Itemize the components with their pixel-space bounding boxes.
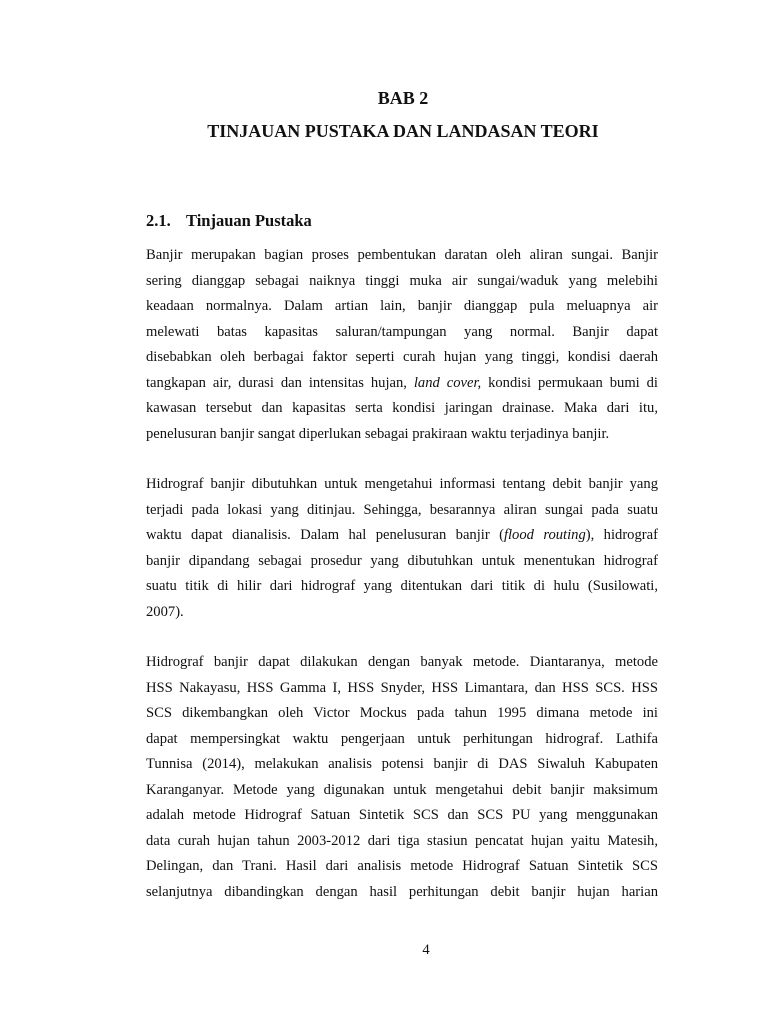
section-title: Tinjauan Pustaka [186,211,312,230]
text-line: Delingan, dan Trani. Hasil dari analisis metode Hidrograf Satuan Sintetik SCS [146,858,658,874]
text-line: data curah hujan tahun 2003-2012 dari tiga stasiun pencatat hujan yaitu Matesih, [146,832,658,849]
text-line: SCS dikembangkan oleh Victor Mockus pada tahun 1995 dimana metode ini [146,705,658,721]
text-line: Tunnisa (2014), melakukan analisis potensi banjir di DAS Siwaluh Kabupaten [146,756,658,772]
text-line: Hidrograf banjir dapat dilakukan dengan banyak metode. Diantaranya, metode [146,654,658,670]
text-line: kawasan tersebut dan kapasitas serta kondisi jaringan drainase. Maka dari itu, [146,400,658,416]
text-line [146,371,658,397]
page-number: 4 [422,942,430,958]
text-line: keadaan normalnya. Dalam artian lain, banjir dianggap pula meluapnya air [146,298,658,314]
text-line: sering dianggap sebagai naiknya tinggi muka air sungai/waduk yang melebihi [146,272,658,289]
section-number: 2.1. [146,211,171,230]
text-line: dapat mempersingkat waktu pengerjaan untuk perhitungan hidrograf. Lathifa [146,730,658,747]
italic-term: land cover, [413,374,482,391]
text-line: suatu titik di hilir dari hidrograf yang ditentukan dari titik di hulu (Susilowati, [146,578,658,594]
text-run: waktu dapat dianalisis. Dalam hal penelusuran banjir ( [146,527,504,543]
text-run: kondisi permukaan bumi di [481,374,658,391]
chapter-label: BAB 2 [377,88,429,108]
text-line [146,523,658,549]
text-line: 2007). [146,603,184,620]
text-line: HSS Nakayasu, HSS Gamma I, HSS Snyder, HSS Limantara, dan HSS SCS. HSS [146,679,658,696]
text-line: Banjir merupakan bagian proses pembentukan daratan oleh aliran sungai. Banjir [146,247,658,263]
paragraph-1 [146,243,658,447]
text-line: Hidrograf banjir dibutuhkan untuk mengetahui informasi tentang debit banjir yang [146,476,658,492]
section-heading [146,209,312,233]
italic-term: flood routing [503,527,586,543]
text-line: Karanganyar. Metode yang digunakan untuk mengetahui debit banjir maksimum [146,781,658,798]
text-run: tangkapan air, durasi dan intensitas hujan, [146,374,414,391]
text-line: adalah metode Hidrograf Satuan Sintetik SCS dan SCS PU yang menggunakan [146,807,658,823]
text-line: penelusuran banjir sangat diperlukan sebagai prakiraan waktu terjadinya banjir. [146,425,610,442]
text-line: melewati batas kapasitas saluran/tampungan yang normal. Banjir dapat [146,323,658,340]
chapter-title: TINJAUAN PUSTAKA DAN LANDASAN TEORI [207,121,599,141]
text-line: terjadi pada lokasi yang ditinjau. Sehingga, besarannya aliran sungai pada suatu [146,501,658,518]
text-line: selanjutnya dibandingkan dengan hasil perhitungan debit banjir hujan harian [146,883,658,900]
paragraph-2 [146,472,658,625]
text-run: ), hidrograf [585,527,658,543]
paragraph-3 [146,650,658,905]
text-line: disebabkan oleh berbagai faktor seperti curah hujan yang tinggi, kondisi daerah [146,349,658,365]
text-line: banjir dipandang sebagai prosedur yang dibutuhkan untuk menentukan hidrograf [146,552,658,569]
